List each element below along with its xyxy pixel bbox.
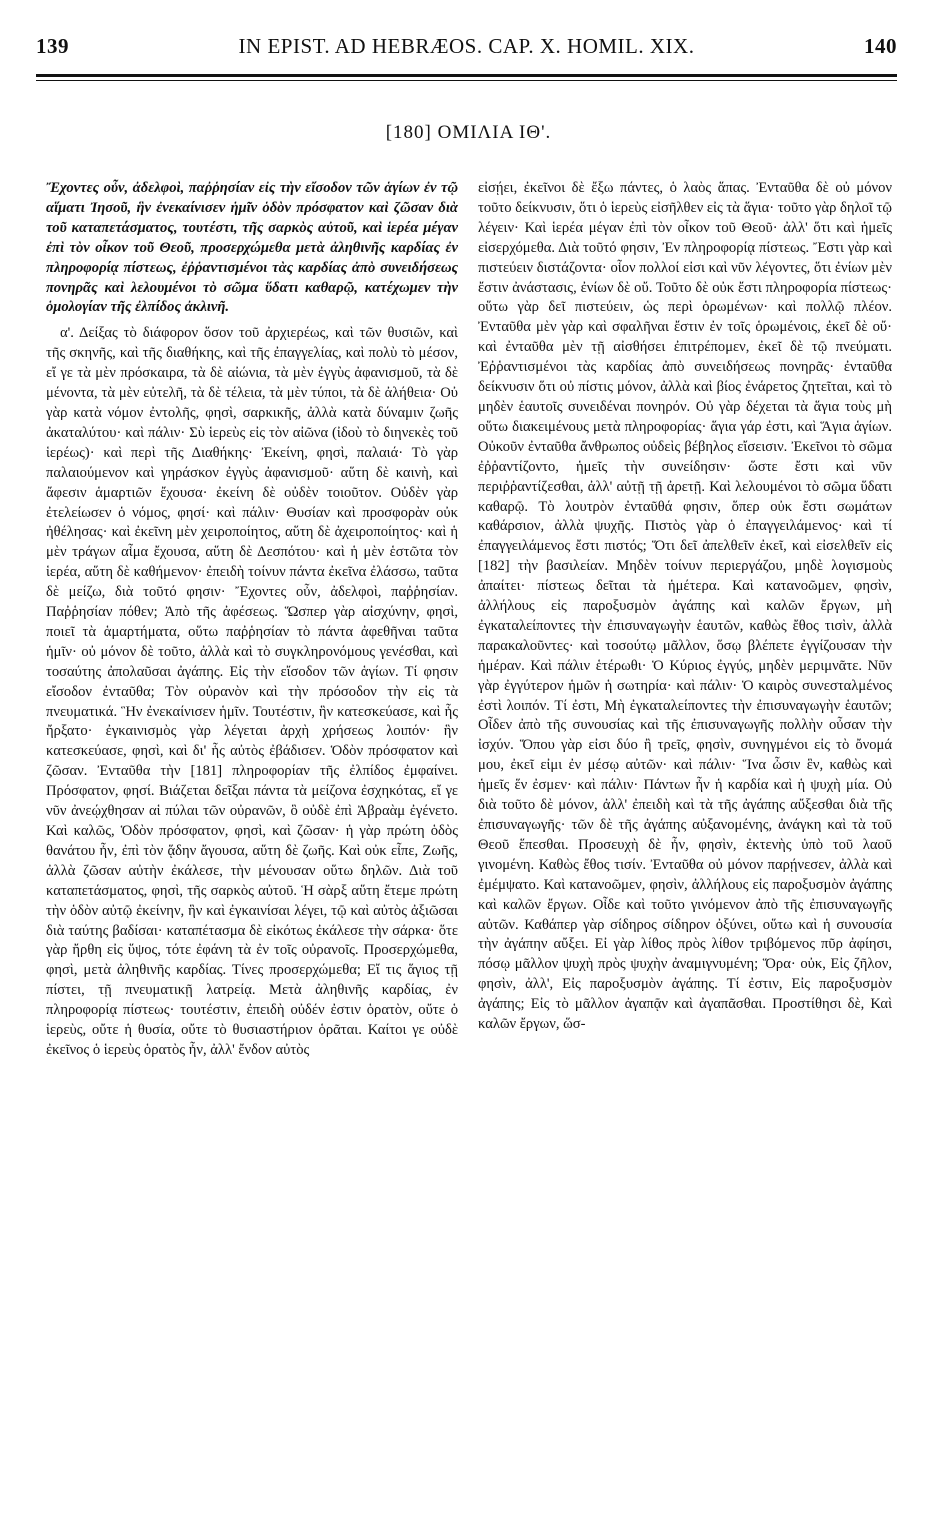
column-gutter <box>466 179 467 1509</box>
running-title: IN EPIST. AD HEBRÆOS. CAP. X. HOMIL. XIX. <box>238 34 695 58</box>
scripture-passage: Ἔχοντες οὖν, ἀδελφοὶ, παῤῥησίαν εἰς τὴν εἴσοδον τῶν ἁγίων ἐν τῷ αἵματι Ἰησοῦ, ἣν ἐνεκαίνισεν ἡμῖν ὁδὸν πρόσφατον καὶ ζῶσαν διὰ τοῦ καταπετάσματος, τουτέστι, τῆς σαρκὸς αὐτοῦ, καὶ ἱερέα μέγαν ἐπὶ τὸν οἶκον τοῦ Θεοῦ, προσερχώμεθα μετὰ ἀληθινῆς καρδίας ἐν πληροφορίᾳ πίστεως, ἐῤῥαντισμένοι τὰς καρδίας ἀπὸ συνειδήσεως πονηρᾶς καὶ λελουμένοι τὸ σῶμα ὕδατι καθαρῷ, κατέχωμεν τὴν ὁμολογίαν τῆς ἐλπίδος ἀκλινῆ. <box>46 180 458 316</box>
header-rule-thick <box>36 74 897 77</box>
left-column <box>46 179 458 1061</box>
homily-title: [180] ΟΜΙΛΙΑ ΙΘ'. <box>385 122 552 143</box>
page-number-right: 140 <box>864 34 897 58</box>
page-number-left: 139 <box>36 34 69 58</box>
commentary-text-right: εἰσῄει, ἐκεῖνοι δὲ ἔξω πάντες, ὁ λαὸς ἅπας. Ἐνταῦθα δὲ οὐ μόνον τοῦτο δείκνυσιν, ὅτι ὁ ἱερεὺς εἰσῆλθεν εἰς τὰ ἅγια· τοῦτο γὰρ δηλοῖ τῷ λέγειν· Καὶ ἱερέα μέγαν ἐπὶ τὸν οἶκον τοῦ Θεοῦ· ἀλλ' ὅτι καὶ ἡμεῖς εἰσερχόμεθα. Διὰ τοῦτό φησιν, Ἐν πληροφορίᾳ πίστεως. Ἔστι γὰρ καὶ πιστεύειν διστάζοντα· οἷον πολλοί εἰσι καὶ νῦν λέγοντες, ὅτι ἐνίων μὲν ἔστιν ἀνάστασις, ἐνίων δὲ οὔ. Τοῦτο δὲ οὐκ ἔστι πληροφορία πίστεως· οὕτω γὰρ δεῖ πιστεύειν, ὡς περὶ ὁρωμένων· καὶ πολλῷ πλέον. Ἐνταῦθα μὲν γὰρ καὶ σφαλῆναι ἔστιν ἐν τοῖς ὁρωμένοις, ἐκεῖ δὲ οὔ· καὶ ἐνταῦθα μὲν τῇ αἰσθήσει ἐπιτρέπομεν, ἐκεῖ δὲ τῷ πνεύματι. Ἐῤῥαντισμένοι τὰς καρδίας ἀπὸ συνειδήσεως πονηρᾶς· ἐνταῦθα δείκνυσιν ὅτι οὐ πίστις μόνον, ἀλλὰ καὶ βίος ἐνάρετος ζητεῖται, καὶ τὸ μηδὲν ἑαυτοῖς συνειδέναι πονηρόν. Οὐ γὰρ δέχεται τὰ ἅγια τοὺς μὴ οὕτω διακειμένους μετὰ πληροφορίας· ἅγια γάρ ἐστι, καὶ Ἅγια ἁγίων. Οὐκοῦν ἐνταῦθα ἄνθρωπος οὐδεὶς βέβηλος εἴσεισιν. Ἐκεῖνοι τὸ σῶμα ἐῤῥαντίζοντο, ἡμεῖς τὴν συνείδησιν· ὥστε ἔστι καὶ νῦν περιῤῥαντίζεσθαι, ἀλλ' αὐτῇ τῇ ἀρετῇ. Καὶ λελουμένοι τὸ σῶμα ὕδατι καθαρῷ. Τὸ λουτρὸν ἐνταῦθά φησιν, ὅπερ οὐκ ἔστι σωμάτων καθάρσιον, ἀλλὰ ψυχῆς. Πιστὸς γὰρ ὁ ἐπαγγειλάμενος· καὶ τί ἐπαγγειλάμενος ἔστι πιστός; Ὅτι δεῖ ἀπελθεῖν ἐκεῖ, καὶ εἰσελθεῖν εἰς [182] τὴν βασιλείαν. Μηδὲν τοίνυν περιεργάζου, μηδὲ λογισμοὺς ἀπαίτει· πίστεως δεῖται τὰ ἡμέτερα. Καὶ κατανοῶμεν, φησὶν, ἀλλήλους εἰς παροξυσμὸν ἀγάπης καὶ καλῶν ἔργων, μὴ ἐγκαταλείποντες τὴν ἐπισυναγωγὴν ἑαυτῶν, καθὼς ἔθος τισὶν, ἀλλὰ παρακαλοῦντες· καὶ τοσούτῳ μᾶλλον, ὅσῳ βλέπετε ἐγγίζουσαν τὴν ἡμέραν. Καὶ πάλιν ἑτέρωθι· Ὁ Κύριος ἐγγύς, μηδὲν μεριμνᾶτε. Νῦν γὰρ ἐγγύτερον ἡμῶν ἡ σωτηρία· καὶ πάλιν· Ὁ καιρὸς συνεσταλμένος ἐστὶ λοιπόν. Τί ἐστι, Μὴ ἐγκαταλείποντες τὴν ἐπισυναγωγὴν ἑαυτῶν; Οἶδεν ἀπὸ τῆς συνουσίας καὶ τῆς ἐπισυναγωγῆς πολλὴν οὖσαν τὴν ἰσχύν. Ὅπου γὰρ εἰσι δύο ἢ τρεῖς, φησὶν, συνηγμένοι εἰς τὸ ὄνομά μου, ἐκεῖ εἰμι ἐν μέσῳ αὐτῶν· καὶ πάλιν· Ἵνα ὦσιν ἓν, καθὼς καὶ ἡμεῖς ἕν ἐσμεν· καὶ πάλιν· Πάντων ἦν ἡ καρδία καὶ ἡ ψυχὴ μία. Οὐ διὰ τοῦτο δὲ μόνον, ἀλλ' ἐπειδὴ καὶ τὰ τῆς ἀγάπης αὔξεσθαι διὰ τῆς ἐπισυναγωγῆς· τῶν δὲ τῆς ἀγάπης αὐξανομένης, ἀνάγκη καὶ τὰ τοῦ Θεοῦ ἕπεσθαι. Προσευχὴ δὲ ἦν, φησὶν, ἐκτενὴς ὑπὸ τοῦ λαοῦ γινομένη. Καθὼς ἔθος τισίν. Ἐνταῦθα οὐ μόνον παρῄνεσεν, ἀλλὰ καὶ ἐμέμψατο. Καὶ κατανοῶμεν, φησὶν, ἀλλήλους εἰς παροξυσμὸν ἀγάπης καὶ καλῶν ἔργων. Οἶδε καὶ τοῦτο γινόμενον ἀπὸ τῆς ἐπισυναγωγῆς αὐτῶν. Καθάπερ γὰρ σίδηρος σίδηρον ὀξύνει, οὕτω καὶ ἡ συνουσία τὴν ἀγάπην αὔξει. Εἰ γὰρ λίθος πρὸς λίθον τριβόμενος πῦρ ἀφίησι, πόσῳ μᾶλλον ψυχὴ πρὸς ψυχὴν ἀναμιγνυμένη; Ὅρα· οὐκ, Εἰς ζῆλον, φησὶν, ἀλλ', Εἰς παροξυσμὸν ἀγάπης. Τί ἐστιν, Εἰς παροξυσμὸν ἀγάπης; Εἰς τὸ μᾶλλον ἀγαπᾷν καὶ ἀγαπᾶσθαι. Προστίθησι δὲ, Καὶ καλῶν ἔργων, ὥσ- <box>478 180 892 1033</box>
header-rule-thin <box>36 80 897 81</box>
commentary-text-left: α'. Δείξας τὸ διάφορον ὅσον τοῦ ἀρχιερέως, καὶ τῶν θυσιῶν, καὶ τῆς σκηνῆς, καὶ τῆς διαθήκης, καὶ τῆς ἐπαγγελίας, καὶ πολὺ τὸ μέσον, εἴ γε τὰ μὲν πρόσκαιρα, τὰ δὲ αἰώνια, τὰ μὲν ἐγγὺς ἀφανισμοῦ, τὰ δὲ μένοντα, τὰ μὲν εὐτελῆ, τὰ δὲ τέλεια, τὰ μὲν τύποι, τὰ δὲ ἀλήθεια· Οὐ γὰρ κατὰ νόμον ἐντολῆς, φησὶ, σαρκικῆς, ἀλλὰ κατὰ δύναμιν ζωῆς ἀκαταλύτου· καὶ πάλιν· Σὺ ἱερεὺς εἰς τὸν αἰῶνα (ἰδοὺ τὸ διηνεκὲς τοῦ ἱερέως)· καὶ περὶ τῆς Διαθήκης· Ἐκείνη, φησὶ, παλαιά· Τὸ γὰρ παλαιούμενον καὶ γηράσκον ἐγγὺς ἀφανισμοῦ· αὕτη δὲ καινὴ, καὶ ἄφεσιν ἁμαρτιῶν ἔχουσα· ἐκείνη δὲ οὐδὲν τοιοῦτον. Οὐδὲν γὰρ ἐτελείωσεν ὁ νόμος, φησί· καὶ πάλιν· Θυσίαν καὶ προσφορὰν οὐκ ἠθέλησας· καὶ ἐκεῖνη μὲν χειροποίητος, αὕτη δὲ ἀχειροποίητος· καὶ ἡ μὲν τράγων αἷμα ἔχουσα, αὕτη δὲ Δεσπότου· καὶ ἡ μὲν ἑστῶτα τὸν ἱερέα, αὕτη δὲ καθήμενον· ἐπειδὴ τοίνυν πάντα ἐκεῖνα ἐλάσσω, ταῦτα δὲ μείζω, διὰ τοῦτό φησιν· Ἔχοντες οὖν, ἀδελφοὶ, παῤῥησίαν. Παῤῥησίαν πόθεν; Ἀπὸ τῆς ἀφέσεως. Ὥσπερ γὰρ αἰσχύνην, φησὶ, ποιεῖ τὰ ἁμαρτήματα, οὕτω παῤῥησίαν τὸ πάντα ἀφεθῆναι ταῦτα ἡμῖν· οὐ μόνον δὲ τοῦτο, ἀλλὰ καὶ τὸ συγκληρονόμους γενέσθαι, καὶ τοσαύτης ἀπολαῦσαι ἀγάπης. Εἰς τὴν εἴσοδον τῶν ἁγίων. Τί φησιν εἴσοδον ἐνταῦθα; Τὸν οὐρανὸν καὶ τὴν πρόσοδον τὴν εἰς τὰ πνευματικά. Ἣν ἐνεκαίνισεν ἡμῖν. Τουτέστιν, ἣν κατεσκεύασε, καὶ ἧς ἤρξατο· ἐγκαινισμὸς γὰρ λέγεται ἀρχὴ χρήσεως λοιπόν· ἣν κατεσκεύασε, φησὶ, καὶ δι' ἧς αὐτὸς ἐβάδισεν. Ὁδὸν πρόσφατον καὶ ζῶσαν. Ἐνταῦθα τὴν [181] πληροφορίαν τῆς ἐλπίδος ἐμφαίνει. Πρόσφατον, φησί. Βιάζεται δεῖξαι πάντα τὰ μείζονα ἐσχηκότας, εἴ γε νῦν ἀνεῴχθησαν αἱ πύλαι τῶν οὐρανῶν, ὃ οὐδὲ ἐπὶ Ἀβραὰμ ἐγένετο. Καὶ καλῶς, Ὁδὸν πρόσφατον, φησὶ, καὶ ζῶσαν· ἡ γὰρ πρώτη ὁδὸς θανάτου ἦν, ἐπὶ τὸν ᾅδην ἄγουσα, αὕτη δὲ ζωῆς. Καὶ οὐκ εἶπε, Ζωῆς, ἀλλὰ ζῶσαν αὐτὴν ἐκάλεσε, τὴν μένουσαν οὕτω δηλῶν. Διὰ τοῦ καταπετάσματος, φησὶ, τῆς σαρκὸς αὐτοῦ. Ἡ σὰρξ αὕτη ἔτεμε πρώτη τὴν ὁδὸν αὐτῷ ἐκείνην, ἣν καὶ ἐγκαινίσαι λέγει, τῷ καὶ αὐτὸς ἀξιῶσαι διὰ ταύτης βαδίσαι· καταπέτασμα δὲ εἰκότως ἐκάλεσε τὴν σάρκα· ὅτε γὰρ ἤρθη εἰς ὕψος, τότε ἐφάνη τὰ ἐν τοῖς οὐρανοῖς. Προσερχώμεθα, φησὶ, μετὰ ἀληθινῆς καρδίας. Τίνες προσερχώμεθα; Εἴ τις ἅγιος τῇ πίστει, τῇ πνευματικῇ λατρείᾳ. Μετὰ ἀληθινῆς καρδίας, ἐν πληροφορίᾳ πίστεως· τουτέστιν, ἐπειδὴ οὐδέν ἐστιν ὁρατὸν, οὔτε ὁ ἱερεὺς, οὔτε ἡ θυσία, οὔτε τὸ θυσιαστήριον ὁρᾶται. Καίτοι γε οὐδὲ ἐκεῖνος ὁ ἱερεὺς ὁρατὸς ἦν, ἀλλ' ἔνδον αὐτὸς <box>46 325 458 1058</box>
right-column <box>478 179 892 1035</box>
running-head <box>36 34 897 62</box>
